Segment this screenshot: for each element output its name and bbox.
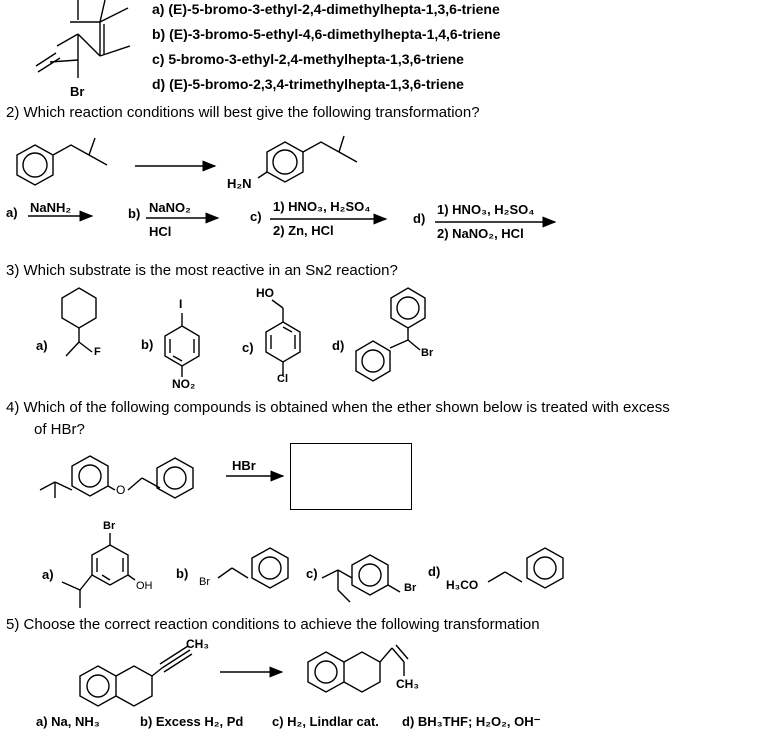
q4-answer-box[interactable]: [290, 443, 412, 510]
q4-ether-o-label: O: [116, 483, 126, 497]
q3-question: 3) Which substrate is the most reactive in an Sɴ2 reaction?: [6, 262, 398, 279]
q2-option-d-letter[interactable]: d): [413, 211, 426, 226]
q4-option-b-letter[interactable]: b): [176, 566, 189, 581]
q5-start-ch3-label: CH₃: [186, 637, 209, 651]
q3-b-structure: [165, 313, 199, 377]
q3-b-i-label: I: [179, 297, 183, 311]
q1-option-c[interactable]: c) 5-bromo-3-ethyl-2,4-methylhepta-1,3,6-triene: [152, 51, 464, 67]
q4-question-line2: of HBr?: [34, 421, 85, 438]
q3-a-structure: [62, 288, 96, 356]
q3-option-d-letter[interactable]: d): [332, 338, 345, 353]
q3-option-c-letter[interactable]: c): [242, 340, 254, 355]
q2-product-nh2: H₂N: [227, 176, 252, 191]
q3-c-cl-label: Cl: [277, 373, 288, 385]
q3-a-f-label: F: [94, 346, 101, 358]
q2-question: 2) Which reaction conditions will best give the following transformation?: [6, 104, 480, 121]
q1-triene-structure: [36, 0, 130, 78]
q2-reactant-isobutylbenzene: [17, 138, 107, 185]
q2-option-d-reagent-1: 1) HNO₃, H₂SO₄: [437, 202, 535, 217]
q2-option-c-reagent-2: 2) Zn, HCl: [273, 223, 334, 238]
q3-option-a-letter[interactable]: a): [36, 338, 48, 353]
q2-option-a-letter[interactable]: a): [6, 205, 18, 220]
q4-option-a-letter[interactable]: a): [42, 567, 54, 582]
q3-c-structure: [266, 300, 300, 375]
q4-c-structure: [322, 555, 400, 602]
q3-option-b-letter[interactable]: b): [141, 337, 154, 352]
q5-option-d[interactable]: d) BH₃THF; H₂O₂, OH⁻: [402, 714, 541, 729]
q2-option-b-reagent-2: HCl: [149, 224, 172, 239]
q3-b-no2-label: NO₂: [172, 377, 196, 391]
q4-hbr-reagent: HBr: [232, 458, 256, 473]
q2-product-structure: [258, 136, 357, 182]
q5-product-structure: [308, 645, 408, 692]
q5-option-a[interactable]: a) Na, NH₃: [36, 714, 100, 729]
q4-a-oh-label: OH: [136, 580, 153, 592]
q5-product-ch3-label: CH₃: [396, 677, 419, 691]
q5-start-structure: [80, 646, 192, 706]
q4-a-br-label: Br: [103, 520, 116, 532]
q2-option-b-reagent-1: NaNO₂: [149, 200, 191, 215]
q4-d-h3co-label: H₃CO: [446, 578, 479, 592]
q3-d-structure: [356, 288, 425, 381]
q5-question: 5) Choose the correct reaction conditions to achieve the following transformation: [6, 616, 540, 633]
q4-b-structure: [218, 548, 288, 588]
q2-option-c-letter[interactable]: c): [250, 209, 262, 224]
q4-b-br-label: Br: [199, 576, 210, 588]
q4-option-d-letter[interactable]: d): [428, 564, 441, 579]
q1-option-a[interactable]: a) (E)-5-bromo-3-ethyl-2,4-dimethylhepta-1,3,6-triene: [152, 1, 500, 17]
q4-a-structure: [62, 533, 135, 608]
q5-option-b[interactable]: b) Excess H₂, Pd: [140, 714, 244, 729]
q4-question-line1: 4) Which of the following compounds is obtained when the ether shown below is treated with excess: [6, 399, 670, 416]
q1-option-d[interactable]: d) (E)-5-bromo-2,3,4-trimethylhepta-1,3,6-triene: [152, 76, 464, 92]
q4-c-br-label: Br: [404, 582, 417, 594]
q3-d-br-label: Br: [421, 347, 434, 359]
q1-option-b[interactable]: b) (E)-3-bromo-5-ethyl-4,6-dimethylhepta-1,4,6-triene: [152, 26, 501, 42]
q4-d-structure: [488, 548, 563, 588]
q3-c-ho-label: HO: [256, 286, 274, 300]
q2-option-a-reagent: NaNH₂: [30, 200, 72, 215]
q5-option-c[interactable]: c) H₂, Lindlar cat.: [272, 714, 379, 729]
q1-br-label: Br: [70, 84, 85, 99]
q2-option-c-reagent-1: 1) HNO₃, H₂SO₄: [273, 199, 371, 214]
q2-option-b-letter[interactable]: b): [128, 206, 141, 221]
q2-option-d-reagent-2: 2) NaNO₂, HCl: [437, 226, 524, 241]
q4-option-c-letter[interactable]: c): [306, 566, 318, 581]
